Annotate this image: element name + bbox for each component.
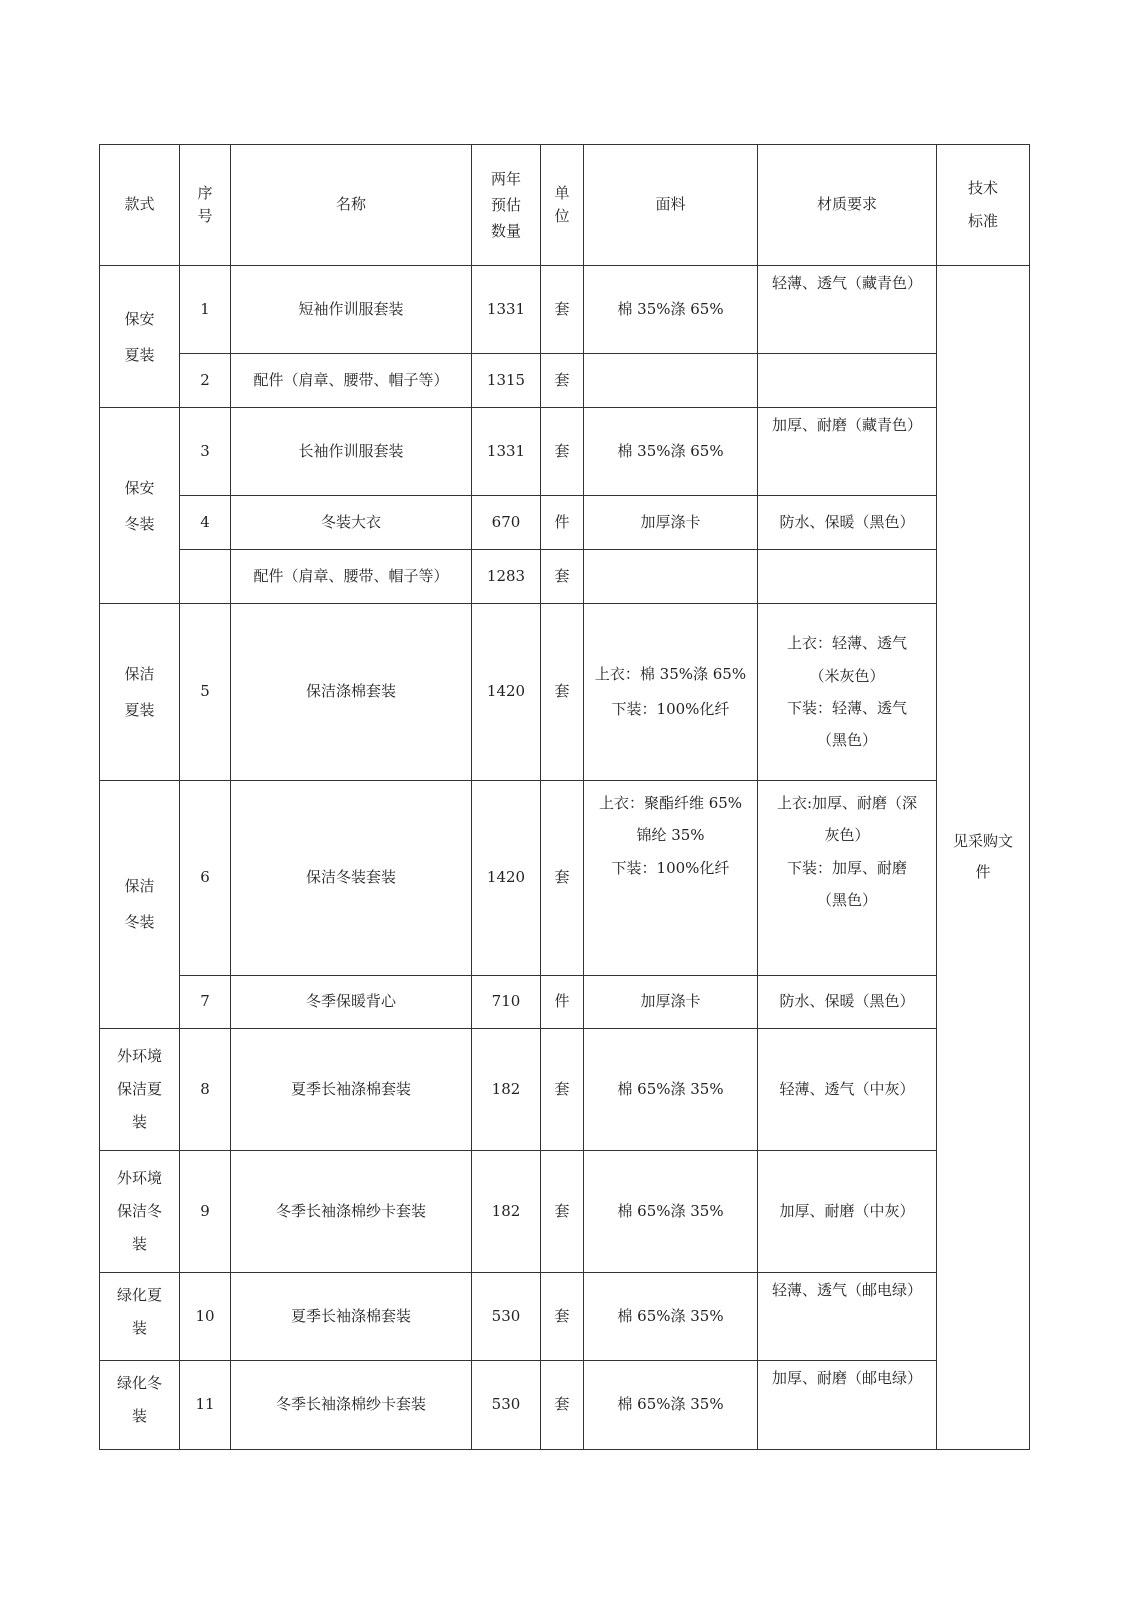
unit-cell: 套 — [541, 1272, 584, 1360]
qty-cell: 710 — [472, 975, 541, 1028]
material-line: 上衣：轻薄、透气 — [786, 634, 907, 653]
table-row — [100, 265, 1030, 353]
material-line: 下装：加厚、耐磨 — [786, 858, 907, 877]
material-cell: 防水、保暖（黑色） — [758, 975, 937, 1028]
material-cell: 加厚、耐磨（藏青色） — [758, 408, 937, 496]
unit-cell: 套 — [541, 781, 584, 976]
header-name — [231, 145, 472, 266]
group-line: 保洁 — [124, 877, 155, 896]
name-cell: 长袖作训服套装 — [231, 408, 472, 496]
unit-cell: 套 — [541, 353, 584, 407]
group-line: 绿化冬 — [116, 1373, 162, 1392]
fabric-cell: 棉 65%涤 35% — [584, 1360, 758, 1449]
name-cell: 冬季长袖涤棉纱卡套装 — [231, 1360, 472, 1449]
group-line: 装 — [131, 1318, 147, 1337]
fabric-line: 下装：100%化纤 — [611, 858, 730, 877]
group-line: 装 — [131, 1406, 147, 1425]
fabric-cell — [584, 603, 758, 780]
fabric-cell: 棉 65%涤 35% — [584, 1028, 758, 1150]
material-cell: 加厚、耐磨（中灰） — [758, 1150, 937, 1272]
fabric-cell — [584, 549, 758, 603]
fabric-line: 下装：100%化纤 — [611, 699, 730, 718]
qty-cell: 182 — [472, 1150, 541, 1272]
header-fabric-text: 面料 — [655, 195, 686, 214]
group-line: 夏装 — [124, 700, 155, 719]
table-row — [100, 1028, 1030, 1150]
seq-cell: 5 — [180, 603, 231, 780]
group-cell — [100, 265, 180, 407]
standard-cell — [937, 265, 1030, 1449]
table-row — [100, 549, 1030, 603]
name-cell: 冬季长袖涤棉纱卡套装 — [231, 1150, 472, 1272]
qty-cell: 1283 — [472, 549, 541, 603]
unit-cell: 套 — [541, 1028, 584, 1150]
uniform-spec-table — [99, 144, 1030, 1450]
table-row — [100, 781, 1030, 976]
material-cell — [758, 603, 937, 780]
qty-cell: 530 — [472, 1360, 541, 1449]
unit-cell: 套 — [541, 603, 584, 780]
header-name-text: 名称 — [335, 195, 366, 214]
fabric-line: 上衣：棉 35%涤 65% — [594, 664, 747, 683]
header-material — [758, 145, 937, 266]
unit-cell: 件 — [541, 975, 584, 1028]
unit-cell: 件 — [541, 496, 584, 549]
seq-cell: 3 — [180, 408, 231, 496]
material-line: 下装：轻薄、透气 — [786, 698, 907, 717]
group-line: 外环境 — [116, 1046, 162, 1065]
header-seq-line: 号 — [197, 206, 213, 225]
header-standard-line: 标准 — [967, 211, 998, 230]
seq-cell: 2 — [180, 353, 231, 407]
unit-cell: 套 — [541, 1150, 584, 1272]
header-qty-line: 两年 — [490, 169, 521, 188]
header-material-text: 材质要求 — [816, 195, 877, 214]
material-line: （米灰色） — [809, 666, 885, 685]
group-line: 外环境 — [116, 1168, 162, 1187]
table-row — [100, 975, 1030, 1028]
unit-cell: 套 — [541, 549, 584, 603]
material-cell: 防水、保暖（黑色） — [758, 496, 937, 549]
fabric-cell — [584, 781, 758, 976]
header-seq-line: 序 — [197, 183, 213, 202]
material-cell — [758, 781, 937, 976]
seq-cell: 9 — [180, 1150, 231, 1272]
name-cell: 夏季长袖涤棉套装 — [231, 1272, 472, 1360]
material-line: 上衣:加厚、耐磨（深 — [776, 794, 918, 813]
unit-cell: 套 — [541, 265, 584, 353]
group-line: 保洁夏 — [116, 1079, 162, 1098]
name-cell: 配件（肩章、腰带、帽子等） — [231, 353, 472, 407]
group-line: 装 — [131, 1112, 147, 1131]
seq-cell: 10 — [180, 1272, 231, 1360]
name-cell: 冬季保暖背心 — [231, 975, 472, 1028]
fabric-cell: 棉 65%涤 35% — [584, 1272, 758, 1360]
seq-cell: 8 — [180, 1028, 231, 1150]
name-cell: 冬装大衣 — [231, 496, 472, 549]
group-cell — [100, 1360, 180, 1449]
table-row — [100, 1360, 1030, 1449]
group-line: 夏装 — [124, 345, 155, 364]
standard-line: 见采购文 — [952, 831, 1013, 850]
qty-cell: 1331 — [472, 265, 541, 353]
group-line: 保洁 — [124, 664, 155, 683]
group-cell — [100, 1272, 180, 1360]
group-cell — [100, 781, 180, 1029]
header-qty — [472, 145, 541, 266]
seq-cell: 4 — [180, 496, 231, 549]
fabric-cell: 加厚涤卡 — [584, 975, 758, 1028]
material-line: 灰色） — [824, 826, 870, 845]
material-cell: 加厚、耐磨（邮电绿） — [758, 1360, 937, 1449]
name-cell: 配件（肩章、腰带、帽子等） — [231, 549, 472, 603]
qty-cell: 1420 — [472, 603, 541, 780]
group-cell — [100, 603, 180, 780]
group-cell — [100, 1150, 180, 1272]
group-line: 冬装 — [124, 913, 155, 932]
table-row — [100, 496, 1030, 549]
header-standard-line: 技术 — [967, 178, 998, 197]
qty-cell: 1420 — [472, 781, 541, 976]
seq-cell: 7 — [180, 975, 231, 1028]
seq-cell — [180, 549, 231, 603]
table-row — [100, 603, 1030, 780]
name-cell: 短袖作训服套装 — [231, 265, 472, 353]
header-style — [100, 145, 180, 266]
table-row — [100, 1272, 1030, 1360]
qty-cell: 182 — [472, 1028, 541, 1150]
material-cell — [758, 353, 937, 407]
header-seq — [180, 145, 231, 266]
fabric-cell: 加厚涤卡 — [584, 496, 758, 549]
table-row — [100, 353, 1030, 407]
group-line: 保洁冬 — [116, 1201, 162, 1220]
name-cell: 夏季长袖涤棉套装 — [231, 1028, 472, 1150]
standard-line: 件 — [975, 863, 991, 882]
qty-cell: 1315 — [472, 353, 541, 407]
header-style-text: 款式 — [124, 195, 155, 214]
qty-cell: 670 — [472, 496, 541, 549]
material-line: （黑色） — [816, 731, 877, 750]
group-cell — [100, 408, 180, 604]
group-line: 绿化夏 — [116, 1285, 162, 1304]
name-cell: 保洁涤棉套装 — [231, 603, 472, 780]
fabric-cell — [584, 353, 758, 407]
unit-cell: 套 — [541, 1360, 584, 1449]
group-cell — [100, 1028, 180, 1150]
header-unit-line: 单 — [554, 183, 570, 202]
group-line: 保安 — [124, 309, 155, 328]
material-cell: 轻薄、透气（中灰） — [758, 1028, 937, 1150]
unit-cell: 套 — [541, 408, 584, 496]
header-qty-line: 数量 — [490, 222, 521, 241]
material-cell — [758, 549, 937, 603]
seq-cell: 6 — [180, 781, 231, 976]
fabric-cell: 棉 65%涤 35% — [584, 1150, 758, 1272]
group-line: 保安 — [124, 478, 155, 497]
header-fabric — [584, 145, 758, 266]
qty-cell: 1331 — [472, 408, 541, 496]
header-standard — [937, 145, 1030, 266]
material-line: （黑色） — [816, 890, 877, 909]
fabric-cell: 棉 35%涤 65% — [584, 265, 758, 353]
fabric-line: 锦纶 35% — [636, 826, 705, 845]
material-cell: 轻薄、透气（邮电绿） — [758, 1272, 937, 1360]
seq-cell: 11 — [180, 1360, 231, 1449]
header-row — [100, 145, 1030, 266]
group-line: 冬装 — [124, 514, 155, 533]
table-row — [100, 1150, 1030, 1272]
header-unit — [541, 145, 584, 266]
group-line: 装 — [131, 1234, 147, 1253]
name-cell: 保洁冬装套装 — [231, 781, 472, 976]
table-row — [100, 408, 1030, 496]
material-cell: 轻薄、透气（藏青色） — [758, 265, 937, 353]
fabric-cell: 棉 35%涤 65% — [584, 408, 758, 496]
header-unit-line: 位 — [554, 206, 570, 225]
qty-cell: 530 — [472, 1272, 541, 1360]
seq-cell: 1 — [180, 265, 231, 353]
header-qty-line: 预估 — [490, 195, 521, 214]
fabric-line: 上衣：聚酯纤维 65% — [598, 794, 743, 813]
